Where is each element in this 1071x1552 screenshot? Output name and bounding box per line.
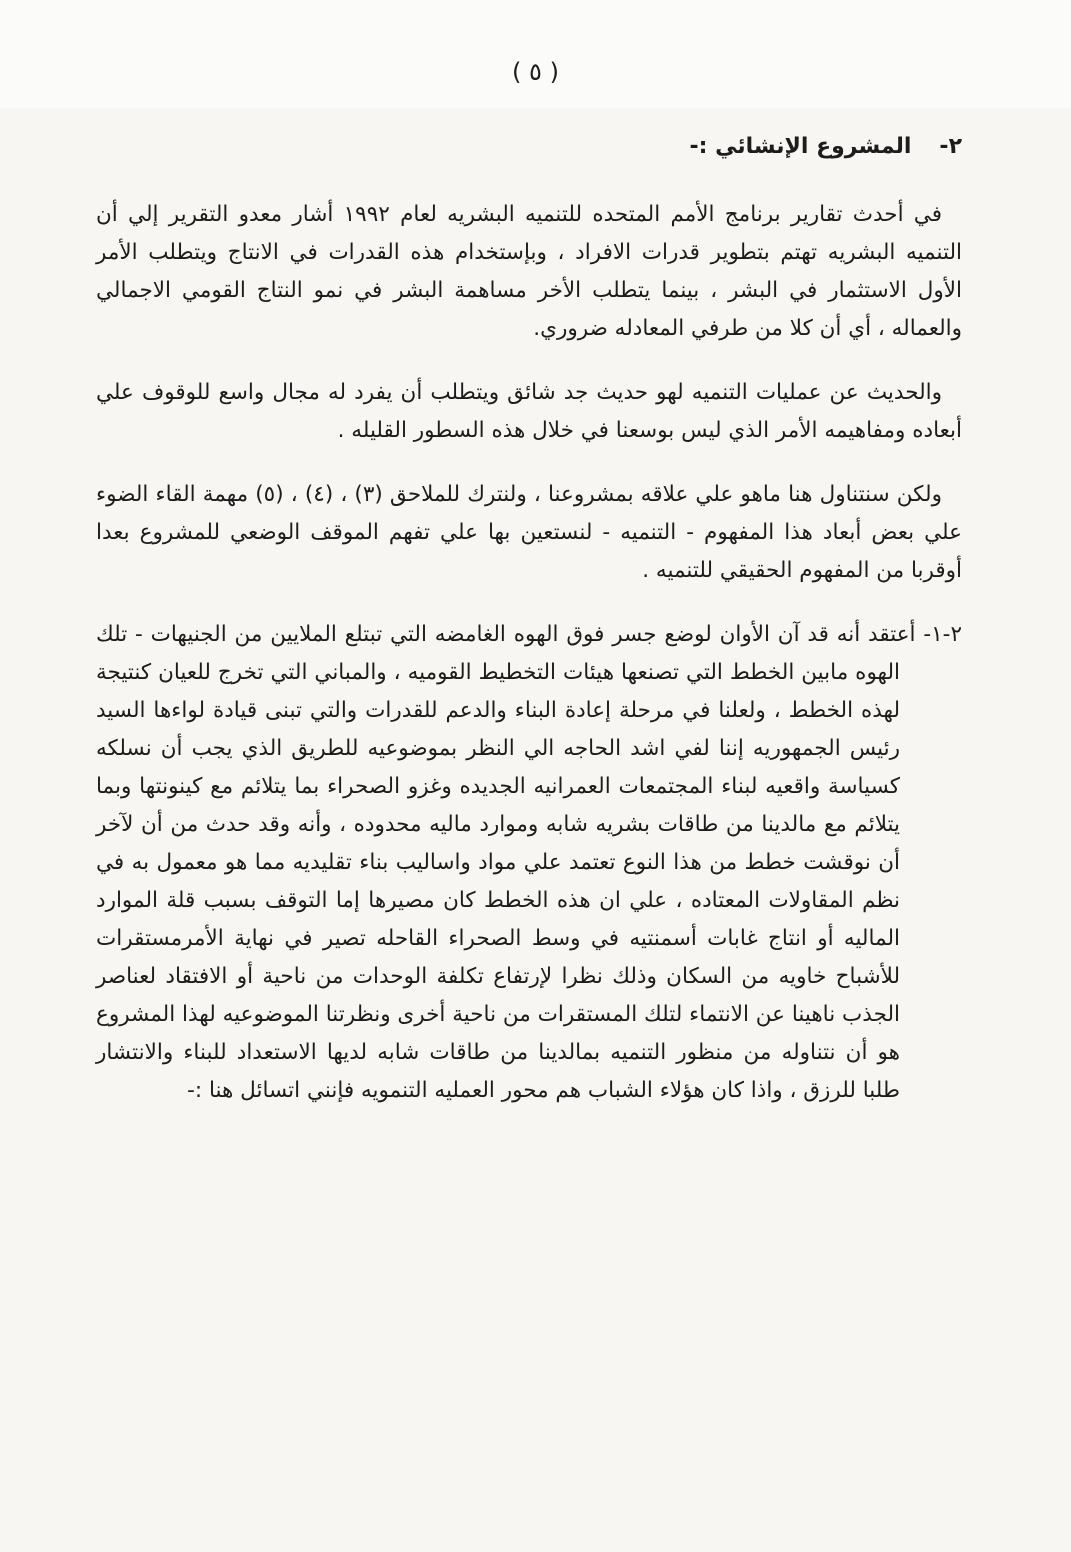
item-number: ٢-١- bbox=[923, 622, 962, 647]
paragraph-3: ولكن سنتناول هنا ماهو علي علاقه بمشروعنا ، ولنترك للملاحق (٣) ، (٤) ، (٥) مهمة القاء الضوء علي بعض أبعاد هذا المفهوم - التنميه - لنستعين بها علي تفهم الموقف الوضعي للمشروع بعدا أوقربا من المفهوم الحقيقي للتنميه . bbox=[96, 482, 962, 583]
paragraph-2: والحديث عن عمليات التنميه لهو حديث جد شائق ويتطلب أن يفرد له مجال واسع للوقوف علي أبعاده ومفاهيمه الأمر الذي ليس بوسعنا في خلال هذه السطور القليله . bbox=[96, 380, 962, 443]
section-title: المشروع الإنشائي :- bbox=[689, 134, 912, 159]
page-number: ( ٥ ) bbox=[512, 58, 559, 86]
page-header-band bbox=[0, 0, 1071, 108]
numbered-item bbox=[96, 616, 962, 1110]
document-body bbox=[96, 128, 962, 1110]
paragraph-1: في أحدث تقارير برنامج الأمم المتحده للتنميه البشريه لعام ١٩٩٢ أشار معدو التقرير إلي أن التنميه البشريه تهتم بتطوير قدرات الافراد ، وبإستخدام هذه القدرات في الانتاج ويتطلب الأمر الأول الاستثمار في البشر ، بينما يتطلب الأخر مساهمة البشر في نمو النتاج القومي الاجمالي والعماله ، أي أن كلا من طرفي المعادله ضروري. bbox=[96, 202, 962, 341]
section-heading bbox=[96, 128, 962, 166]
item-text: أعتقد أنه قد آن الأوان لوضع جسر فوق الهوه الغامضه التي تبتلع الملايين من الجنيهات - تلك الهوه مابين الخطط التي تصنعها هيئات التخطيط القوميه ، والمباني التي تخرج للعيان كنتيجة لهذه الخطط ، ولعلنا في مرحلة إعادة البناء والدعم للقدرات والتي تبنى قيادة لواءها السيد رئيس الجمهوريه إننا لفي اشد الحاجه الي النظر بموضوعيه للطريق الذي يجب أن نسلكه كسياسة واقعيه لبناء المجتمعات العمرانيه الجديده وغزو الصحراء بما يتلائم مع كينونتها وبما يتلائم مع مالدينا من طاقات بشريه شابه وموارد ماليه محدوده ، وأنه وقد حدث من أن لآخر أن نوقشت خطط من هذا النوع تعتمد علي مواد واساليب بناء تقليديه مما هو معمول به في نظم المقاولات المعتاده ، علي ان هذه الخطط كان مصيرها إما التوقف بسبب قلة الموارد الماليه أو انتاج غابات أسمنتيه في وسط الصحراء القاحله تصير في نهاية الأمرمستقرات للأشباح خاويه من السكان وذلك نظرا لإرتفاع تكلفة الوحدات من ناحية أو الافتقاد لعناصر الجذب ناهينا عن الانتماء لتلك المستقرات من ناحية أخرى ونظرتنا الموضوعيه لهذا المشروع هو أن نتناوله من منظور التنميه بمالدينا من طاقات شابه لديها الاستعداد للبناء والانتشار طلبا للرزق ، واذا كان هؤلاء الشباب هم محور العمليه التنمويه فإنني اتسائل هنا :- bbox=[96, 622, 916, 1103]
section-number: ٢- bbox=[939, 134, 962, 159]
